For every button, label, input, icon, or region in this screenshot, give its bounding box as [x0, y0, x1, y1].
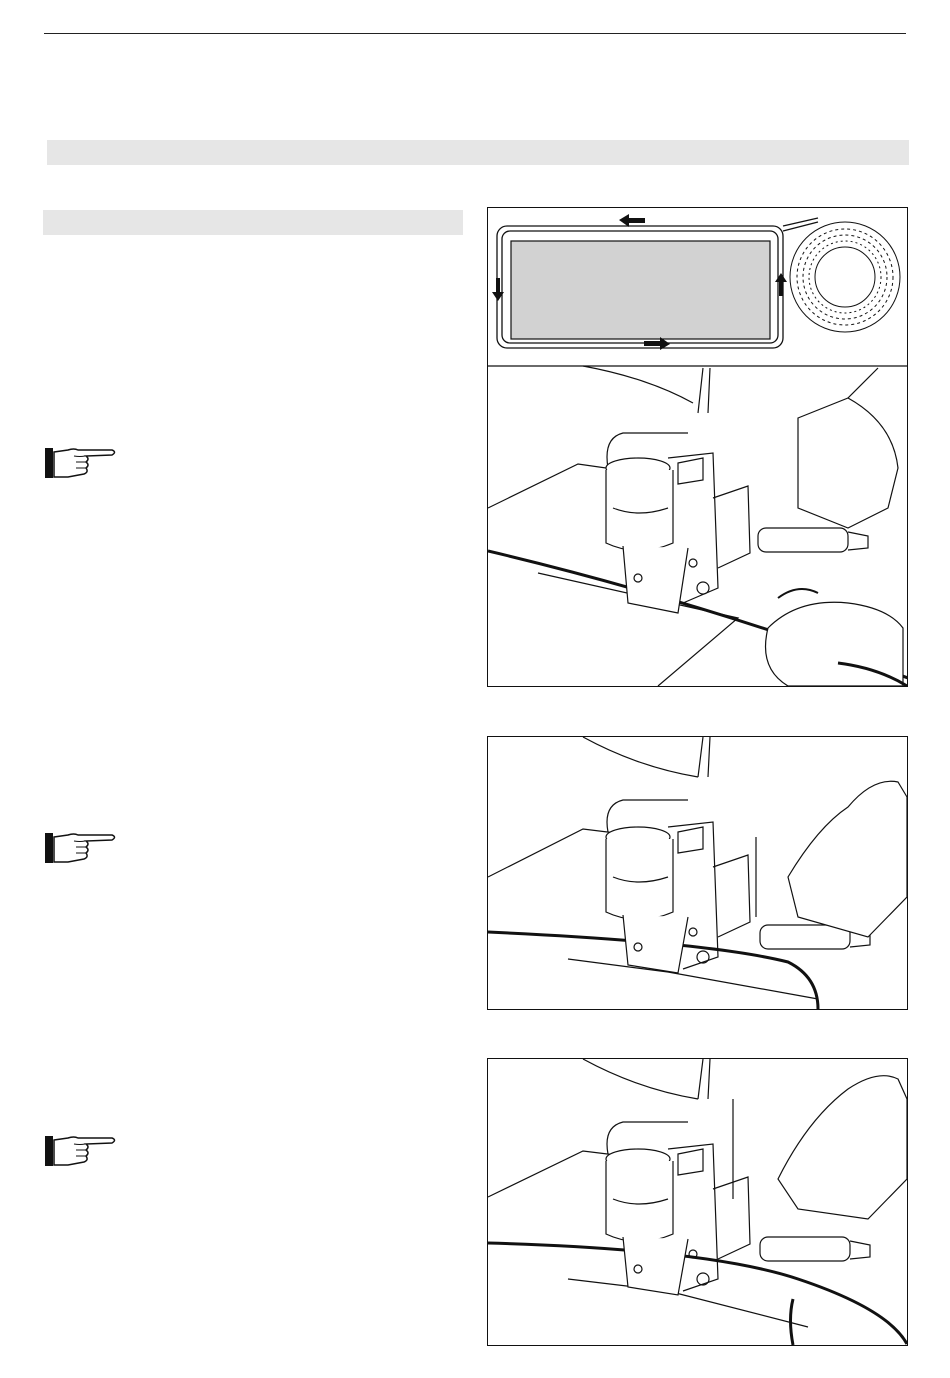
tool-sealing-illustration — [488, 1059, 907, 1345]
subsection-title-bar — [43, 210, 463, 235]
figure-3 — [487, 1058, 908, 1346]
arrow-left-icon — [619, 214, 645, 227]
figure-3-drawing — [488, 1059, 907, 1345]
strap-threading-diagram — [492, 214, 900, 350]
pointing-hand-icon — [44, 1132, 120, 1170]
figure-2 — [487, 736, 908, 1010]
tool-insertion-illustration — [488, 366, 907, 686]
arrow-up-icon — [775, 273, 787, 296]
header-rule — [44, 33, 906, 34]
section-title-bar — [47, 140, 909, 165]
pointing-hand-icon — [44, 444, 120, 482]
figure-2-drawing — [488, 737, 907, 1009]
figure-1 — [487, 207, 908, 687]
pointing-hand-icon — [44, 829, 120, 867]
figure-1-drawing — [488, 208, 907, 686]
tool-tensioning-illustration — [488, 737, 907, 1009]
